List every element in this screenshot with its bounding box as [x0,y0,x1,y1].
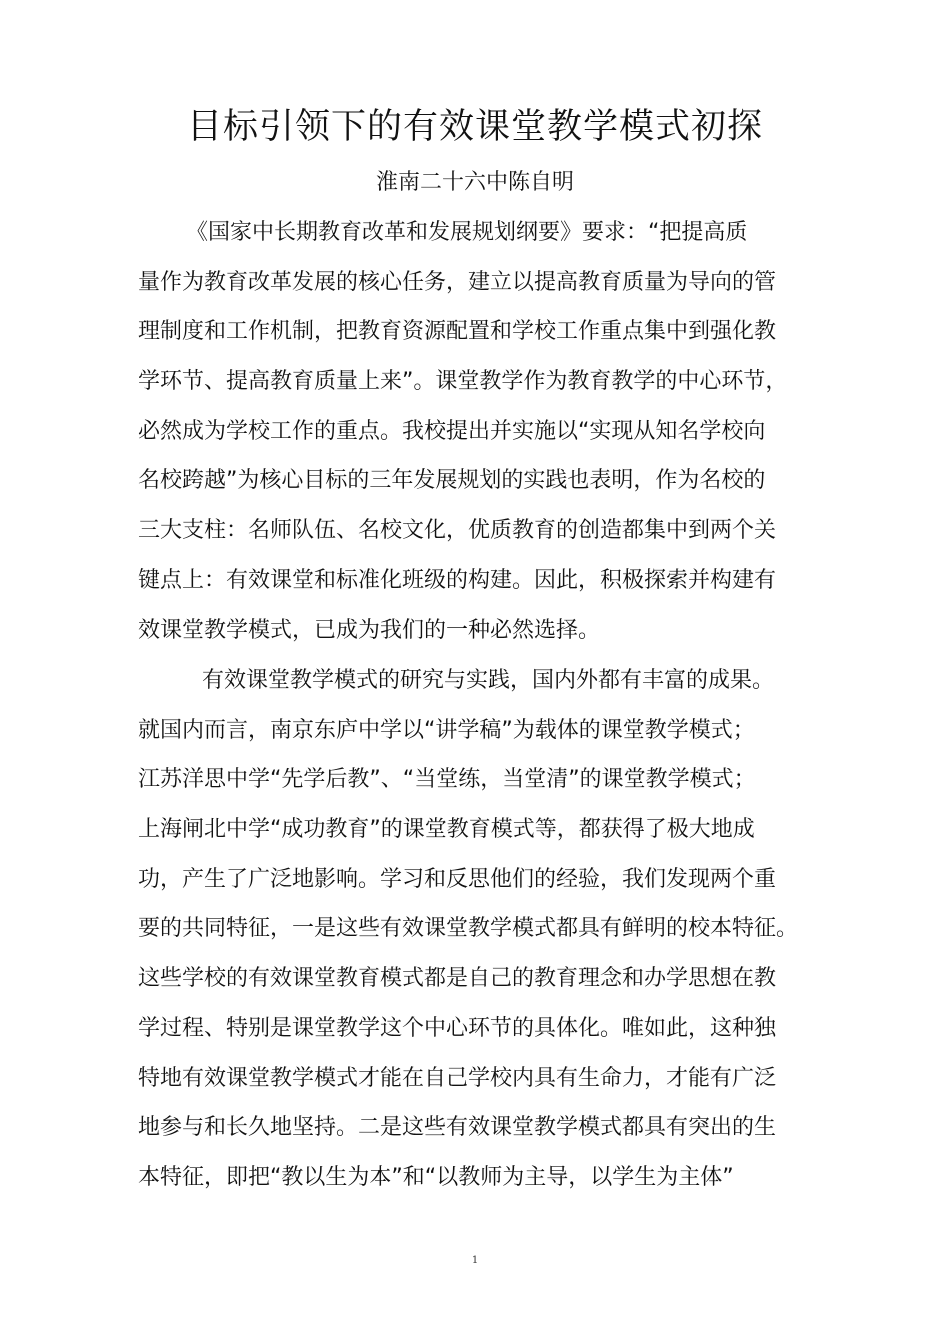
paragraph-line: 上海闸北中学“成功教育”的课堂教育模式等，都获得了极大地成 [138,817,755,843]
paragraph-line: 三大支柱：名师队伍、名校文化，优质教育的创造都集中到两个关 [138,518,777,544]
paragraph-line: 就国内而言，南京东庐中学以“讲学稿”为载体的课堂教学模式； [138,717,755,743]
paragraph-line: 理制度和工作机制，把教育资源配置和学校工作重点集中到强化教 [138,319,777,345]
paragraph-1 [138,208,838,655]
paragraph-line: 《国家中长期教育改革和发展规划纲要》要求：“把提高质 [186,220,748,245]
paragraph-line: 量作为教育改革发展的核心任务，建立以提高教育质量为导向的管 [138,269,777,295]
paragraph-line: 要的共同特征，一是这些有效课堂教学模式都具有鲜明的校本特征。 [138,916,799,942]
paragraph-line: 本特征，即把“教以生为本”和“以教师为主导，以学生为主体” [138,1164,734,1190]
paragraph-line: 有效课堂教学模式的研究与实践，国内外都有丰富的成果。 [202,668,775,693]
paragraph-line: 功，产生了广泛地影响。学习和反思他们的经验，我们发现两个重 [138,866,777,892]
paragraph-line: 学环节、提高教育质量上来”。课堂教学作为教育教学的中心环节， [138,369,788,395]
page-number: 1 [471,1255,479,1266]
paragraph-line: 名校跨越”为核心目标的三年发展规划的实践也表明，作为名校的 [138,468,766,494]
paragraph-line: 必然成为学校工作的重点。我校提出并实施以“实现从知名学校向 [138,418,766,444]
paragraph-line: 江苏洋思中学“先学后教”、“当堂练，当堂清”的课堂教学模式； [138,767,756,793]
paragraph-line: 这些学校的有效课堂教育模式都是自己的教育理念和办学思想在教 [138,966,777,992]
document-title: 目标引领下的有效课堂教学模式初探 [186,107,763,147]
paragraph-line: 效课堂教学模式，已成为我们的一种必然选择。 [138,617,601,643]
paragraph-line: 地参与和长久地坚持。二是这些有效课堂教学模式都具有突出的生 [138,1115,777,1141]
paragraph-line: 特地有效课堂教学模式才能在自己学校内具有生命力，才能有广泛 [138,1065,777,1091]
paragraph-2 [138,656,838,1203]
paragraph-line: 学过程、特别是课堂教学这个中心环节的具体化。唯如此，这种独 [138,1015,777,1041]
paragraph-line: 键点上：有效课堂和标准化班级的构建。因此，积极探索并构建有 [138,567,777,593]
author-line: 淮南二十六中陈自明 [375,170,574,195]
